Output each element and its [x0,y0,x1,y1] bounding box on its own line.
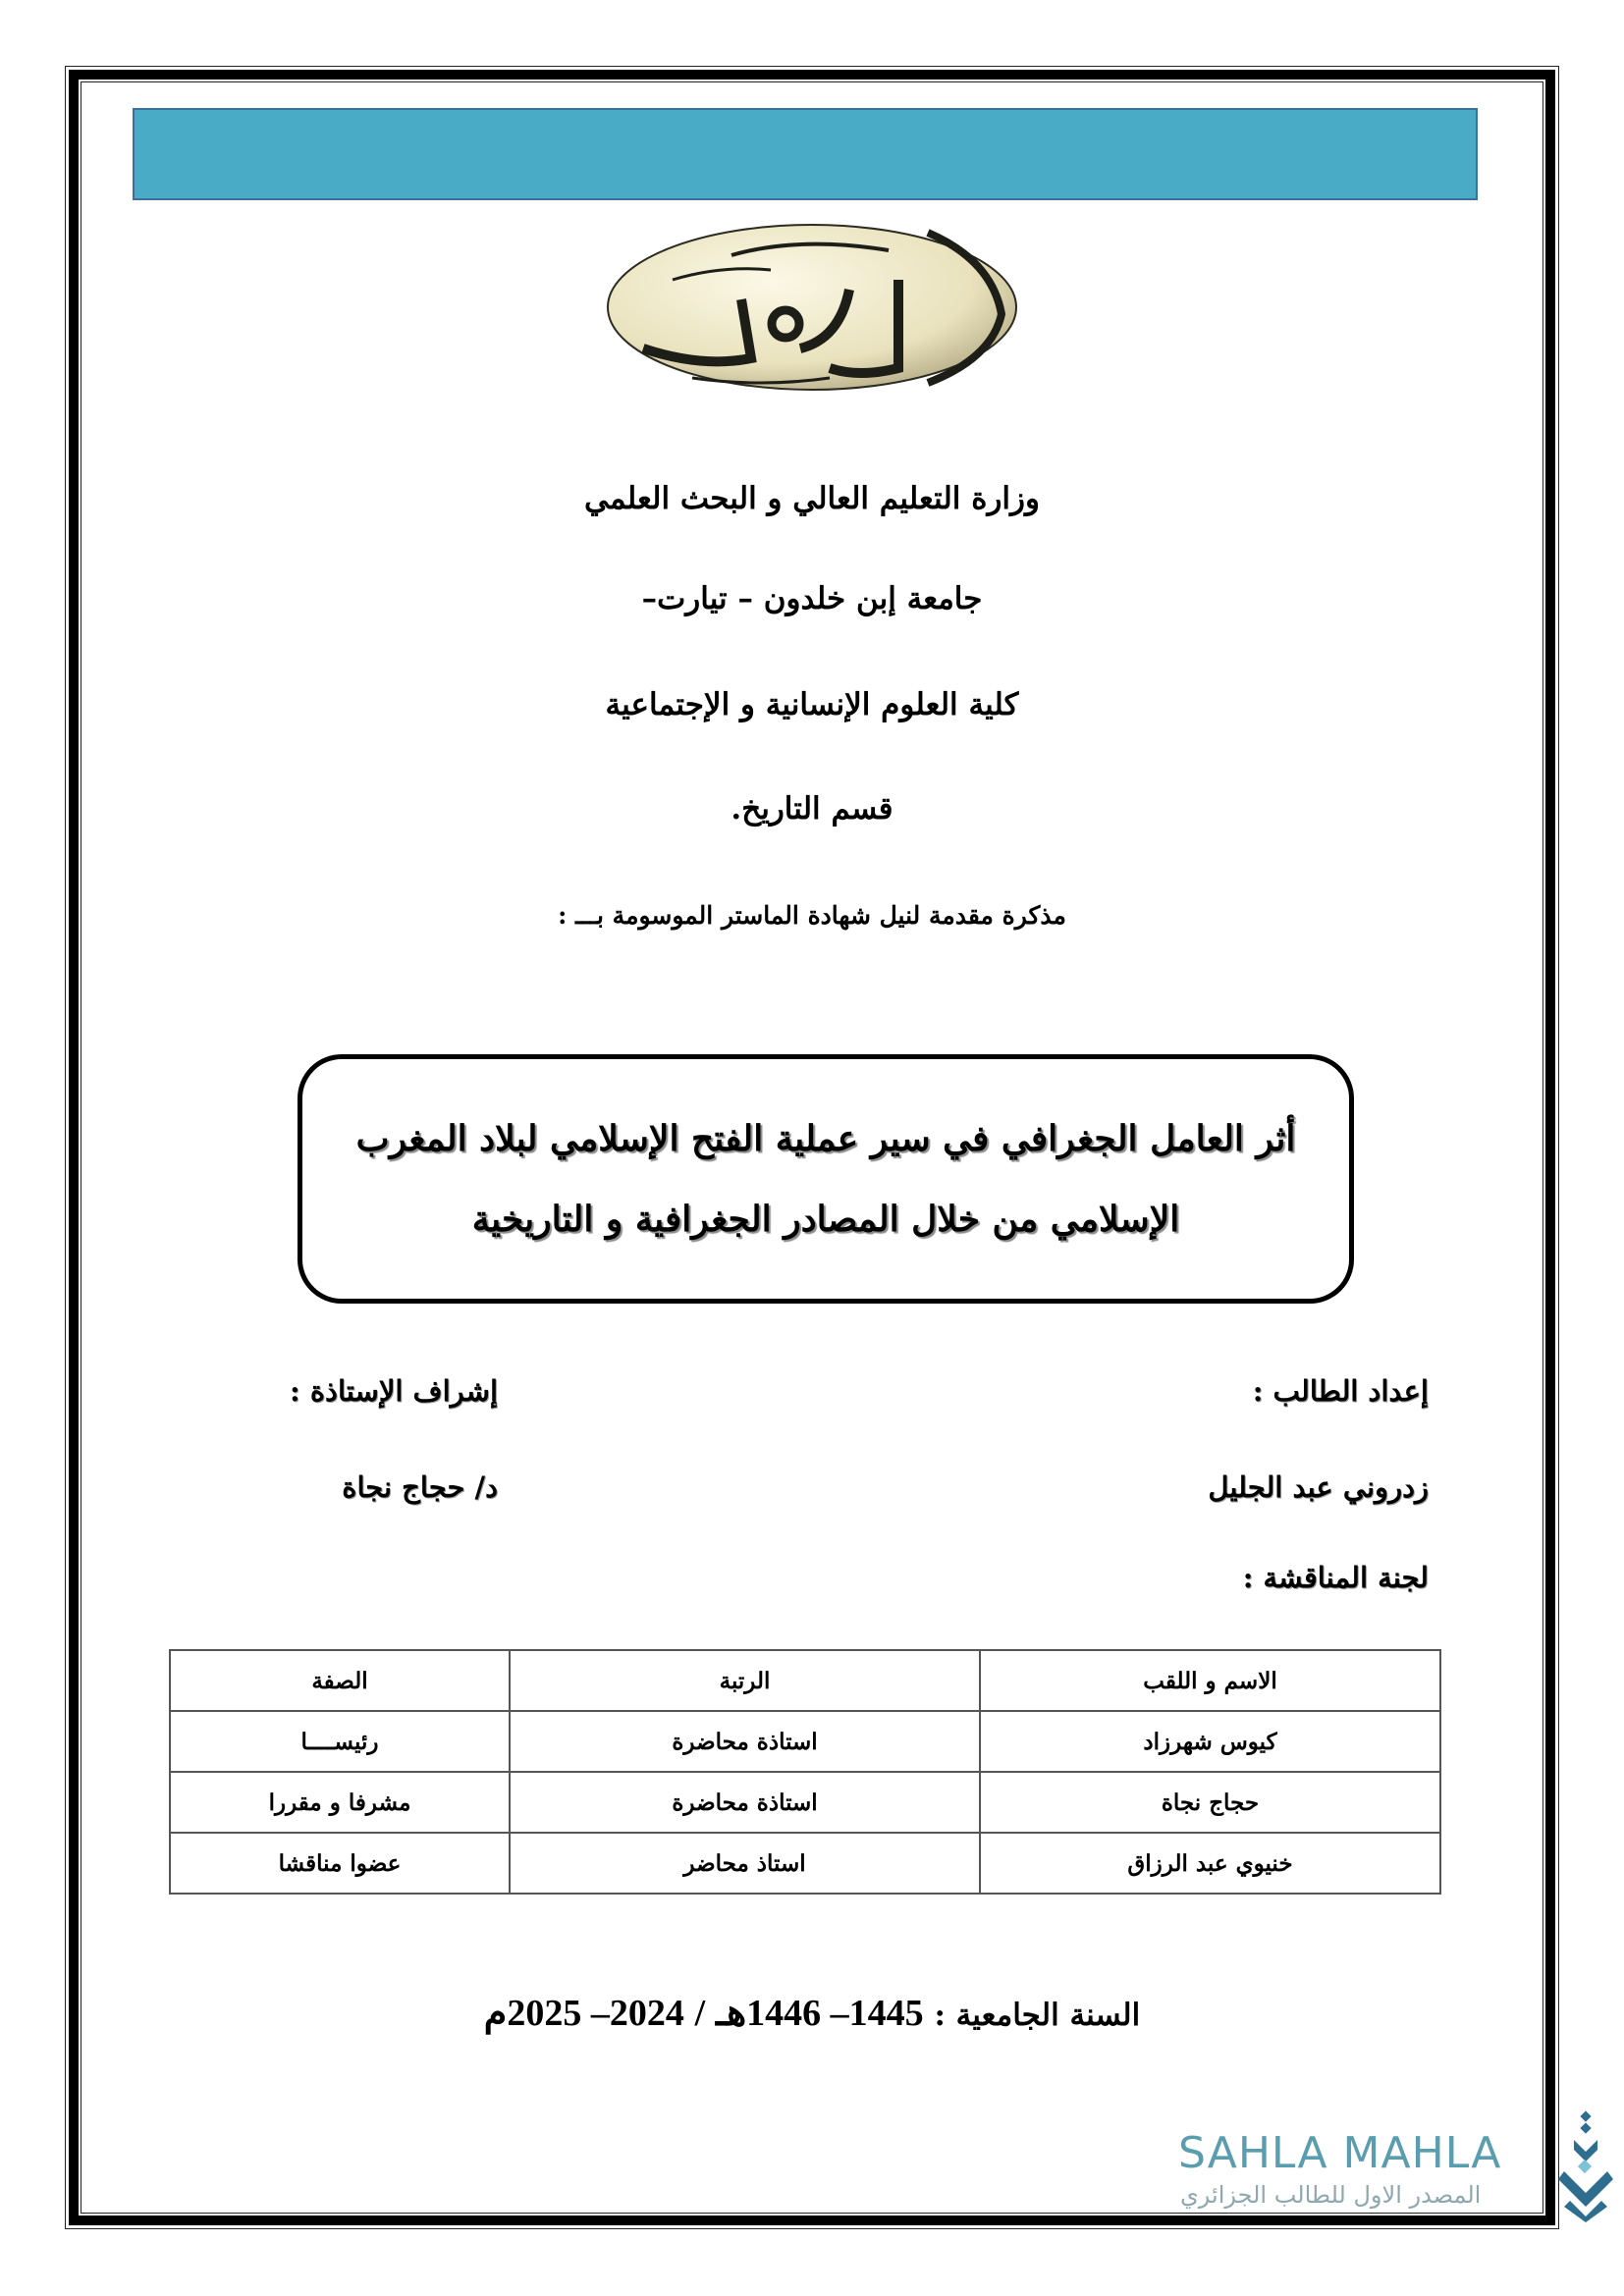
academic-year-hijri: 1445– 1446هـ [715,1993,924,2034]
member-role: مشرفا و مقررا [170,1772,510,1833]
supervisor-name: د/ حجاج نجاة [342,1470,498,1504]
member-name: خنيوي عبد الرزاق [980,1833,1440,1894]
member-name: كيوس شهرزاد [980,1711,1440,1772]
watermark-tagline: المصدر الاول للطالب الجزائري [1180,2181,1482,2209]
table-row [170,1833,1440,1894]
committee-label: لجنة المناقشة : [1242,1561,1429,1594]
column-header-rank: الرتبة [510,1650,980,1711]
academic-year [0,1991,1624,2035]
sahla-mahla-emblem-icon [1556,2110,1615,2223]
memo-intro: مذكرة مقدمة لنيل شهادة الماستر الموسومة بـــ : [558,901,1066,930]
academic-year-gregorian: 2024– 2025م [483,1993,684,2034]
thesis-title-line-2: الإسلامي من خلال المصادر الجغرافية و التاريخية [471,1199,1180,1240]
member-role: رئيســــا [170,1711,510,1772]
member-rank: استاذة محاضرة [510,1772,980,1833]
ministry-name: وزارة التعليم العالي و البحث العلمي [584,481,1040,516]
thesis-title-line-1: أثر العامل الجغرافي في سير عملية الفتح الإسلامي لبلاد المغرب [355,1118,1296,1159]
table-header-row [170,1650,1440,1711]
thesis-title-box [298,1054,1354,1304]
student-name: زدروني عبد الجليل [1208,1470,1429,1504]
column-header-name: الاسم و اللقب [980,1650,1440,1711]
faculty-name: كلية العلوم الإنسانية و الإجتماعية [605,687,1019,722]
member-name: حجاج نجاة [980,1772,1440,1833]
member-rank: استاذ محاضر [510,1833,980,1894]
department-name: قسم التاريخ. [731,791,893,827]
committee-table [169,1649,1441,1895]
student-label: إعداد الطالب : [1252,1374,1429,1408]
university-name: جامعة إبن خلدون – تيارت– [641,581,983,616]
member-rank: استاذة محاضرة [510,1711,980,1772]
table-row [170,1772,1440,1833]
academic-year-separator: / [694,1993,706,2034]
table-row [170,1711,1440,1772]
column-header-role: الصفة [170,1650,510,1711]
supervisor-label: إشراف الإستاذة : [290,1374,498,1408]
academic-year-label: السنة الجامعية : [934,1998,1141,2033]
header-banner [133,108,1478,200]
member-role: عضوا مناقشا [170,1833,510,1894]
university-calligraphy-logo-icon [604,221,1021,393]
watermark-brand: SAHLA MAHLA [1178,2128,1502,2178]
